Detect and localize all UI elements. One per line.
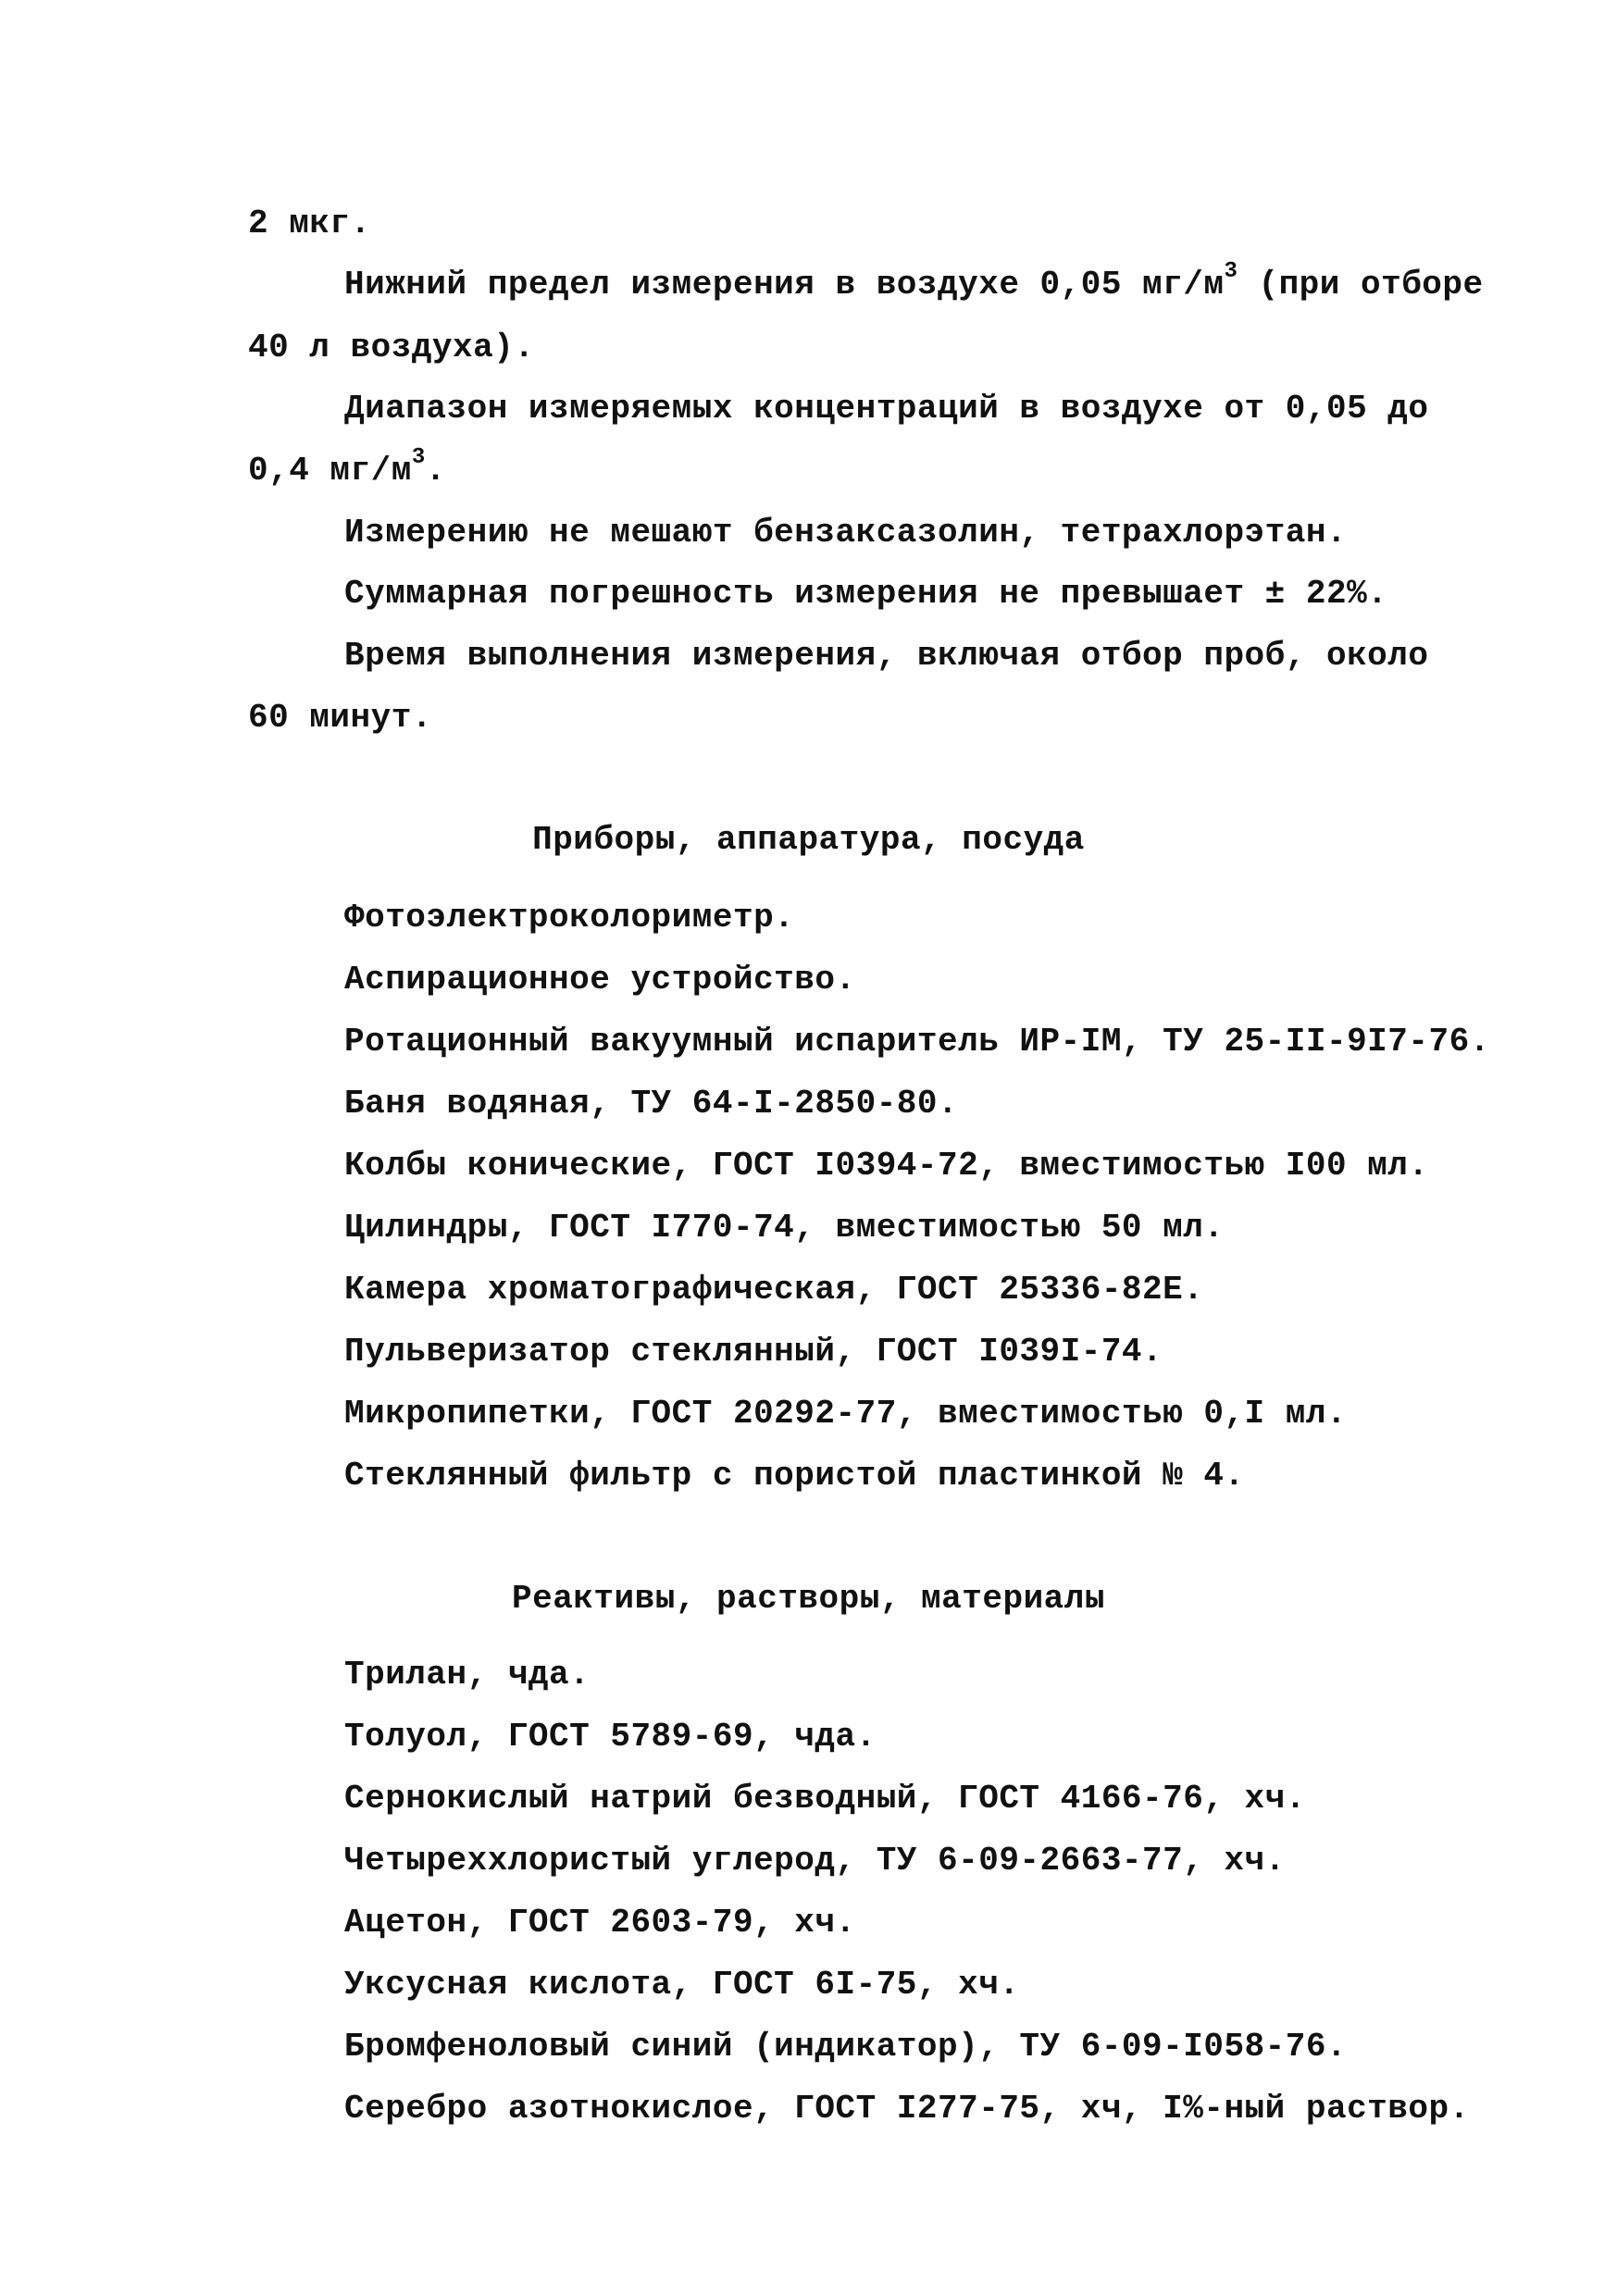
reagent-item: Уксусная кислота, ГОСТ 6I-75, хч. — [344, 1966, 1020, 2004]
time-continuation: 60 минут. — [248, 699, 432, 737]
range-text-b: 0,4 мг/м — [248, 452, 412, 490]
range-superscript: 3 — [411, 445, 426, 470]
lower-limit-continuation: 40 л воздуха). — [248, 329, 535, 366]
reagents-heading: Реактивы, растворы, материалы — [511, 1580, 1105, 1618]
equipment-item: Микропипетки, ГОСТ 20292-77, вместимостью 0,I мл. — [344, 1395, 1348, 1433]
equipment-item: Стеклянный фильтр с пористой пластинкой № 4. — [344, 1457, 1245, 1495]
range-continuation — [248, 445, 446, 490]
reagent-item: Серебро азотнокислое, ГОСТ I277-75, хч, I%-ный раствор. — [344, 2090, 1470, 2128]
error-line: Суммарная погрешность измерения не превышает ± 22%. — [344, 575, 1388, 613]
equipment-item: Баня водяная, ТУ 64-I-2850-80. — [344, 1085, 959, 1123]
reagent-item: Толуол, ГОСТ 5789-69, чда. — [344, 1718, 877, 1756]
lower-limit-text-b: (при отборе — [1238, 266, 1484, 304]
equipment-item: Аспирационное устройство. — [344, 961, 856, 999]
equipment-item: Ротационный вакуумный испаритель ИР-IМ, ТУ 25-II-9I7-76. — [344, 1023, 1490, 1061]
lower-limit-superscript: 3 — [1224, 259, 1238, 284]
time-line: Время выполнения измерения, включая отбор проб, около — [344, 637, 1429, 675]
lower-limit-text-a: Нижний предел измерения в воздухе 0,05 мг/м — [344, 266, 1225, 304]
equipment-item: Камера хроматографическая, ГОСТ 25336-82Е. — [344, 1271, 1204, 1309]
equipment-item: Колбы конические, ГОСТ I0394-72, вместимостью I00 мл. — [344, 1147, 1429, 1185]
lower-limit-line — [344, 259, 1484, 304]
reagent-item: Ацетон, ГОСТ 2603-79, хч. — [344, 1904, 856, 1942]
reagent-item: Сернокислый натрий безводный, ГОСТ 4166-76, хч. — [344, 1780, 1306, 1818]
equipment-heading: Приборы, аппаратура, посуда — [532, 821, 1085, 859]
equipment-item: Фотоэлектроколориметр. — [344, 899, 795, 937]
equipment-item: Пульверизатор стеклянный, ГОСТ I039I-74. — [344, 1333, 1163, 1371]
intro-line-1: 2 мкг. — [248, 205, 371, 242]
reagent-item: Бромфеноловый синий (индикатор), ТУ 6-09-I058-76. — [344, 2028, 1348, 2066]
interference-line: Измерению не мешают бензаксазолин, тетрахлорэтан. — [344, 514, 1348, 552]
range-line: Диапазон измеряемых концентраций в воздухе от 0,05 до — [344, 390, 1429, 428]
reagent-item: Четыреххлористый углерод, ТУ 6-09-2663-77, хч. — [344, 1842, 1286, 1880]
reagent-item: Трилан, чда. — [344, 1656, 591, 1694]
equipment-item: Цилиндры, ГОСТ I770-74, вместимостью 50 мл. — [344, 1209, 1225, 1247]
range-end: . — [425, 452, 446, 490]
